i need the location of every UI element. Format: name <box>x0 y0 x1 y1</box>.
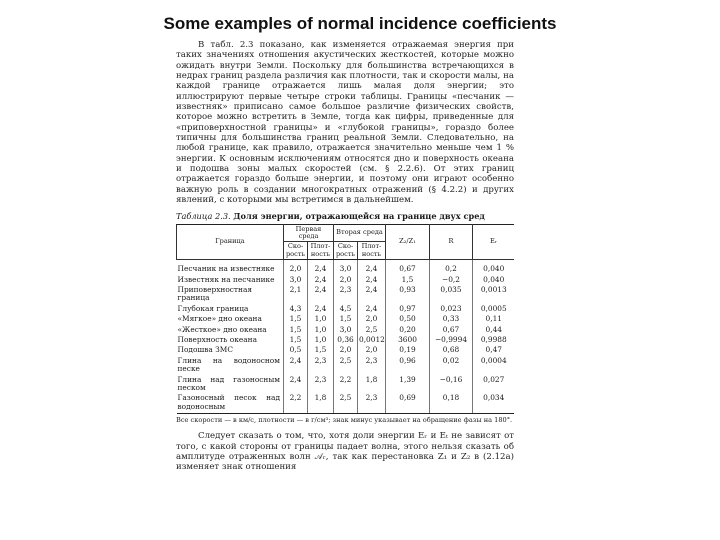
r-cell: 0,18 <box>430 393 473 413</box>
z-ratio-cell: 0,93 <box>386 285 430 304</box>
density-2-cell: 2,4 <box>358 304 386 314</box>
r-cell: 0,68 <box>430 345 473 355</box>
z-ratio-cell: 3600 <box>386 335 430 345</box>
r-cell: 0,035 <box>430 285 473 304</box>
table-row <box>177 393 515 413</box>
speed-2-cell: 2,5 <box>334 356 358 375</box>
z-ratio-cell: 0,97 <box>386 304 430 314</box>
r-cell: −0,9994 <box>430 335 473 345</box>
density-1-cell: 2,4 <box>308 275 334 285</box>
speed-2-cell: 2,0 <box>334 275 358 285</box>
z-ratio-cell: 0,96 <box>386 356 430 375</box>
table-row <box>177 356 515 375</box>
density-2-cell: 2,3 <box>358 393 386 413</box>
header-z-ratio: Z₂/Z₁ <box>386 224 430 260</box>
er-cell: 0,034 <box>473 393 515 413</box>
header-speed-2: Ско-рость <box>334 242 358 260</box>
r-cell: 0,2 <box>430 260 473 275</box>
z-ratio-cell: 0,20 <box>386 325 430 335</box>
density-2-cell: 0,0012 <box>359 334 385 344</box>
boundary-cell: «Мягкое» дно океана <box>177 314 262 324</box>
r-cell: −0,16 <box>430 375 473 394</box>
er-cell: 0,040 <box>473 260 515 275</box>
density-2-cell: 2,0 <box>358 345 386 355</box>
density-2-cell: 2,4 <box>358 275 386 285</box>
er-cell: 0,11 <box>473 314 515 324</box>
er-cell: 0,44 <box>473 325 515 335</box>
table-note: Все скорости — в км/с, плотности — в г/см³; знак минус указывает на обращение фазы на 180°. <box>176 416 513 425</box>
density-1-cell: 2,4 <box>308 260 334 275</box>
density-1-cell: 2,3 <box>308 356 334 375</box>
speed-2-cell: 2,2 <box>334 375 358 394</box>
er-cell: 0,9988 <box>473 335 515 345</box>
speed-1-cell: 2,2 <box>284 393 308 413</box>
table-row <box>177 335 515 345</box>
table-row <box>177 325 515 335</box>
density-2-cell: 2,4 <box>358 285 386 304</box>
z-ratio-cell: 1,5 <box>386 275 430 285</box>
speed-2-cell: 2,0 <box>334 345 358 355</box>
boundary-cell: Глина над газоносным песком <box>177 374 280 392</box>
header-first-medium: Первая среда <box>284 224 334 242</box>
density-2-cell: 2,5 <box>358 325 386 335</box>
header-r: R <box>430 224 473 260</box>
speed-2-cell: 3,0 <box>334 325 358 335</box>
er-cell: 0,027 <box>473 375 515 394</box>
header-er: Eᵣ <box>473 224 515 260</box>
table-row <box>177 275 515 285</box>
table-caption-label: Таблица 2.3. <box>176 210 231 221</box>
speed-2-cell: 3,0 <box>334 260 358 275</box>
speed-1-cell: 0,5 <box>284 345 308 355</box>
z-ratio-cell: 0,69 <box>386 393 430 413</box>
density-1-cell: 1,0 <box>308 314 334 324</box>
boundary-cell: Глубокая граница <box>177 303 249 313</box>
density-1-cell: 2,4 <box>308 285 334 304</box>
r-cell: −0,2 <box>430 275 473 285</box>
density-1-cell: 2,4 <box>308 304 334 314</box>
table-row <box>177 375 515 394</box>
speed-1-cell: 2,1 <box>284 285 308 304</box>
slide-title: Some examples of normal incidence coefficients <box>163 14 557 33</box>
header-second-medium: Вторая среда <box>334 224 386 242</box>
speed-1-cell: 4,3 <box>284 304 308 314</box>
r-cell: 0,33 <box>430 314 473 324</box>
table-row <box>177 285 515 304</box>
z-ratio-cell: 0,67 <box>386 260 430 275</box>
z-ratio-cell: 1,39 <box>386 375 430 394</box>
z-ratio-cell: 0,50 <box>386 314 430 324</box>
boundary-cell: Поверхность океана <box>177 334 257 344</box>
table-caption-text: Доля энергии, отражающейся на границе двух сред <box>233 210 485 221</box>
header-speed-1: Ско-рость <box>284 242 308 260</box>
boundary-cell: Известняк на песчанике <box>177 274 275 284</box>
header-density-2: Плот-ность <box>358 242 386 260</box>
reflection-table <box>176 224 514 415</box>
er-cell: 0,0013 <box>473 285 515 304</box>
boundary-cell: Глина на водоносном песке <box>177 355 280 374</box>
density-1-cell: 1,0 <box>308 335 334 345</box>
r-cell: 0,67 <box>430 325 473 335</box>
table-body <box>177 260 515 414</box>
speed-2-cell: 0,36 <box>334 335 358 345</box>
speed-1-cell: 2,4 <box>284 375 308 394</box>
table-caption <box>176 211 514 221</box>
table-row <box>177 345 515 355</box>
header-boundary: Граница <box>177 224 284 260</box>
z-ratio-cell: 0,19 <box>386 345 430 355</box>
speed-1-cell: 2,0 <box>284 260 308 275</box>
table-row <box>177 260 515 275</box>
speed-1-cell: 3,0 <box>284 275 308 285</box>
density-2-cell: 2,0 <box>358 314 386 324</box>
speed-1-cell: 2,4 <box>284 356 308 375</box>
r-cell: 0,02 <box>430 356 473 375</box>
table-row <box>177 304 515 314</box>
boundary-cell: Песчаник на известняке <box>177 264 275 274</box>
scanned-page <box>176 40 514 536</box>
er-cell: 0,040 <box>473 275 515 285</box>
density-1-cell: 2,3 <box>308 375 334 394</box>
speed-2-cell: 2,5 <box>334 393 358 413</box>
speed-1-cell: 1,5 <box>284 314 308 324</box>
header-density-1: Плот-ность <box>308 242 334 260</box>
density-2-cell: 2,4 <box>358 260 386 275</box>
closing-paragraph: Следует сказать о том, что, хотя доли энергии Eᵣ и Eₜ не зависят от того, с какой стороны от границы падает волна, этого нельзя сказать об амплитуде отраженных волн 𝒜ᵣ, так как перестановка Z₁ и Z₂ в (2.12а) изменяет знак отношения <box>176 431 514 473</box>
er-cell: 0,47 <box>473 345 515 355</box>
density-1-cell: 1,0 <box>308 325 334 335</box>
boundary-cell: Приповерхностная граница <box>177 284 253 303</box>
intro-paragraph: В табл. 2.3 показано, как изменяется отражаемая энергия при таких значениях отношения акустических жесткостей, которые можно ожидать внутри Земли. Поскольку для большинства встречающихся в недрах границ раздела различия как плотности, так и скорости малы, на каждой границе отражается лишь малая доля энергии; это иллюстрируют первые четыре строки таблицы. Границы «песчаник — известняк» приписано самое большое различие физических свойств, которое можно встретить в Земле, тогда как цифры, приведенные для «приповерхностной границы» и «глубокой границы», гораздо более типичны для большинства границ реальной Земли. Следовательно, на любой границе, как правило, отражается значительно меньше чем 1 % энергии. К основным исключениям относятся дно и поверхность океана и подошва зоны малых скоростей (см. § 2.2.6). От этих границ отражается гораздо больше энергии, и поэтому они играют особенно важную роль в создании многократных отражений (§ 4.2.2) и других явлений, с которыми мы встретимся в дальнейшем. <box>176 40 514 206</box>
density-2-cell: 2,3 <box>358 356 386 375</box>
boundary-cell: Газоносный песок над водоносным <box>177 393 284 413</box>
density-1-cell: 1,8 <box>308 393 334 413</box>
speed-2-cell: 4,5 <box>334 304 358 314</box>
speed-2-cell: 2,3 <box>334 285 358 304</box>
boundary-cell: «Жесткое» дно океана <box>177 324 267 334</box>
er-cell: 0,0004 <box>473 356 515 375</box>
speed-1-cell: 1,5 <box>284 325 308 335</box>
er-cell: 0,0005 <box>473 304 515 314</box>
speed-1-cell: 1,5 <box>284 335 308 345</box>
r-cell: 0,023 <box>430 304 473 314</box>
density-2-cell: 1,8 <box>358 375 386 394</box>
boundary-cell: Подошва ЗМС <box>177 345 234 355</box>
speed-2-cell: 1,5 <box>334 314 358 324</box>
density-1-cell: 1,5 <box>308 345 334 355</box>
table-row <box>177 314 515 324</box>
